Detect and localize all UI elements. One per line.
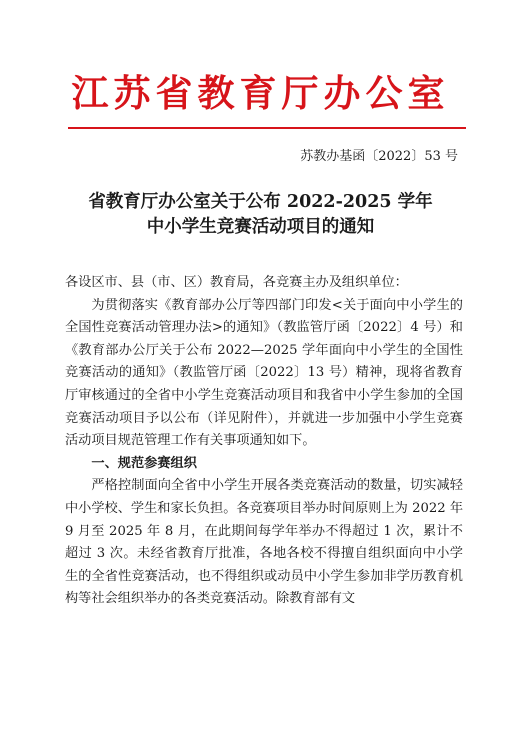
heading-line-2: 中小学生竞赛活动项目的通知	[146, 217, 375, 237]
paragraph-2: 严格控制面向全省中小学生开展各类竞赛活动的数量，切实减轻中小学校、学生和家长负担。各竞赛项目举办时间原则上为 2022 年 9 月至 2025 年 8 月，在此期间每学年举办不得超过 1 次，累计不超过 3 次。未经省教育厅批准，各地各校不得擅自组织面向中小学生的全省性竞赛活动，也不得组织或动员中小学生参加非学历教育机构等社会组织举办的各类竞赛活动。除教育部有文	[65, 478, 464, 607]
red-divider	[68, 127, 466, 129]
section-1-title: 一、规范参赛组织	[91, 455, 197, 471]
document-body	[65, 272, 463, 611]
issuer-title: 江苏省教育厅办公室	[71, 71, 450, 115]
salutation: 各设区市、县（市、区）教育局，各竞赛主办及组织单位：	[65, 275, 408, 290]
paragraph-1: 为贯彻落实《教育部办公厅等四部门印发<关于面向中小学生的全国性竞赛活动管理办法>的通知》（教监管厅函〔2022〕4 号）和《教育部办公厅关于公布 2022—2025 学年面向中小学生的全国性竞赛活动的通知》（教监管厅函〔2022〕13 号）精神，现将省教育厅审核通过的全省中小学生竞赛活动项目和我省中小学生参加的全国竞赛活动项目予以公布（详见附件），并就进一步加强中小学生竞赛活动项目规范管理工作有关事项通知如下。	[65, 297, 463, 449]
document-heading	[0, 190, 521, 240]
document-number: 苏教办基函〔2022〕53 号	[300, 149, 458, 164]
heading-line-1: 省教育厅办公室关于公布 2022-2025 学年	[88, 192, 433, 212]
